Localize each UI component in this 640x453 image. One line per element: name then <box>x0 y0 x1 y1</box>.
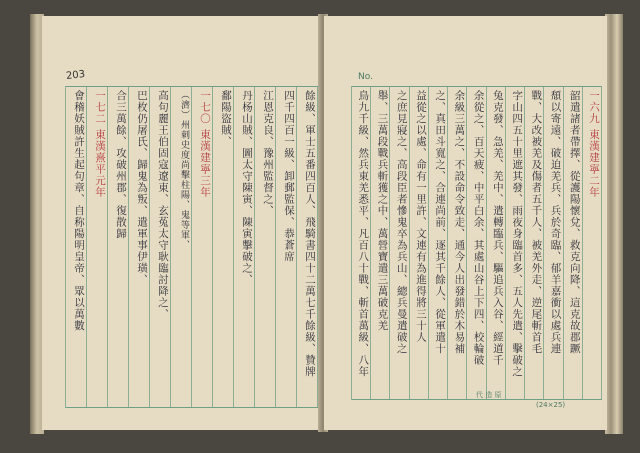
text-column: 鳥九千級、然兵東羌悉平、凡百八十戰、斬首萬級、八年 <box>357 90 370 378</box>
grid-line-vertical <box>582 86 583 400</box>
grid-line-vertical <box>296 86 297 408</box>
grid-line-vertical <box>191 86 192 408</box>
grid-line-vertical <box>563 86 564 400</box>
text-column: 鄱陽盜賊、 <box>220 90 232 148</box>
grid-line-vertical <box>233 86 234 408</box>
year-heading-column: 一六九 東漢建寧二年 <box>588 90 600 198</box>
grid-line-vertical <box>428 86 429 400</box>
text-column: 字山四五十里遮其發、雨夜身臨首多、五人先遣、擊破之 <box>511 90 524 378</box>
text-column: 之、真田斗寬之、合連尚前、逐其千餘人、從軍遣十 <box>434 90 447 355</box>
text-column: 會稽妖賊許生起句章、自称陽明皇帝、眾以萬數 <box>73 90 85 332</box>
grid-line-vertical <box>212 86 213 408</box>
grid-line-vertical <box>275 86 276 408</box>
grid-line-vertical <box>447 86 448 400</box>
text-column: 余級三萬之、不設命令致走、通今人出發錯於木易補 <box>453 90 466 355</box>
text-column: 四千四百一級、卸郵監保、恭蒼席 <box>283 90 295 263</box>
grid-line-horizontal <box>66 407 318 408</box>
left-manuscript-grid <box>66 86 318 408</box>
text-column: 兔克發、急羌、羌中、遣轉臨兵、驅追兵入谷、經道千 <box>491 90 504 366</box>
grid-line-vertical <box>466 86 467 400</box>
grid-line-vertical <box>505 86 506 400</box>
text-column: （濟）州刺史度尚擊柱陽、鬼等軍、 <box>179 90 189 250</box>
grid-line-vertical <box>170 86 171 408</box>
grid-line-vertical <box>149 86 150 408</box>
grid-line-vertical <box>601 86 602 400</box>
grid-line-vertical <box>254 86 255 408</box>
grid-line-vertical <box>543 86 544 400</box>
grid-line-vertical <box>524 86 525 400</box>
grid-line-vertical <box>86 86 87 408</box>
paper-maker-note: 代 造 原 <box>476 391 502 399</box>
text-column: 之庶見寢之、高段臣者慘鬼卒為兵山、總兵曼遣破之 <box>395 90 408 355</box>
right-manuscript-grid <box>352 86 602 400</box>
text-column: 丹杨山賊、圖太守陳寅、陳寅擊破之、 <box>241 90 253 286</box>
grid-size-note: (24×25) <box>536 401 566 409</box>
grid-line-vertical <box>409 86 410 400</box>
text-column: 戰、大改被羌及傷者五千人、被羌外走、逆尾斬首毛 <box>530 90 543 355</box>
text-column: 江恩克良、豫州監督之、 <box>262 90 274 217</box>
page-number: 203 <box>65 69 86 82</box>
year-heading-column: 一七〇 東漢建寧三年 <box>199 90 211 198</box>
left-page <box>42 16 322 430</box>
text-column: 合三萬餘、攻破州郡、復散歸 <box>115 90 127 240</box>
text-column: 韶遣諸者帶擇、從護陽懷兌、救克向降、這克故郡蹶 <box>568 90 581 355</box>
text-column: 餘級、軍士五番四百人、飛騎書四十二萬七千餘級、贊牌 <box>304 90 316 378</box>
grid-line-vertical <box>351 86 352 400</box>
text-column: 頹以寄遠、破迫羌兵、兵於奇臨、郁羊嘉衝以處兵連 <box>549 90 562 355</box>
grid-line-vertical <box>65 86 66 408</box>
right-page-edges <box>605 14 623 434</box>
grid-line-vertical <box>486 86 487 400</box>
text-column: 余從之、百天疲、中平白余、其處山谷上下四、校輪破 <box>472 90 485 366</box>
text-column: 舉、三萬段戰兵斬獲之中、萬營寶遣三萬破克羌 <box>376 90 389 332</box>
grid-line-vertical <box>128 86 129 408</box>
page-mark: No. <box>358 72 373 82</box>
grid-line-vertical <box>370 86 371 400</box>
text-column: 益從之以處、命有一里許、文連有為進得將三十人 <box>414 90 427 343</box>
text-column: 巴枚仍屠氏、歸鬼為叛、遣軍事伊璜、 <box>136 90 148 286</box>
text-column: 高句麗王伯固寇遼東、玄菟太守耿臨討降之、 <box>157 90 169 320</box>
grid-line-horizontal <box>66 86 318 87</box>
right-page <box>324 16 607 430</box>
year-heading-column: 一七二 東漢熹平元年 <box>94 90 106 198</box>
grid-line-vertical <box>107 86 108 408</box>
grid-line-vertical <box>389 86 390 400</box>
